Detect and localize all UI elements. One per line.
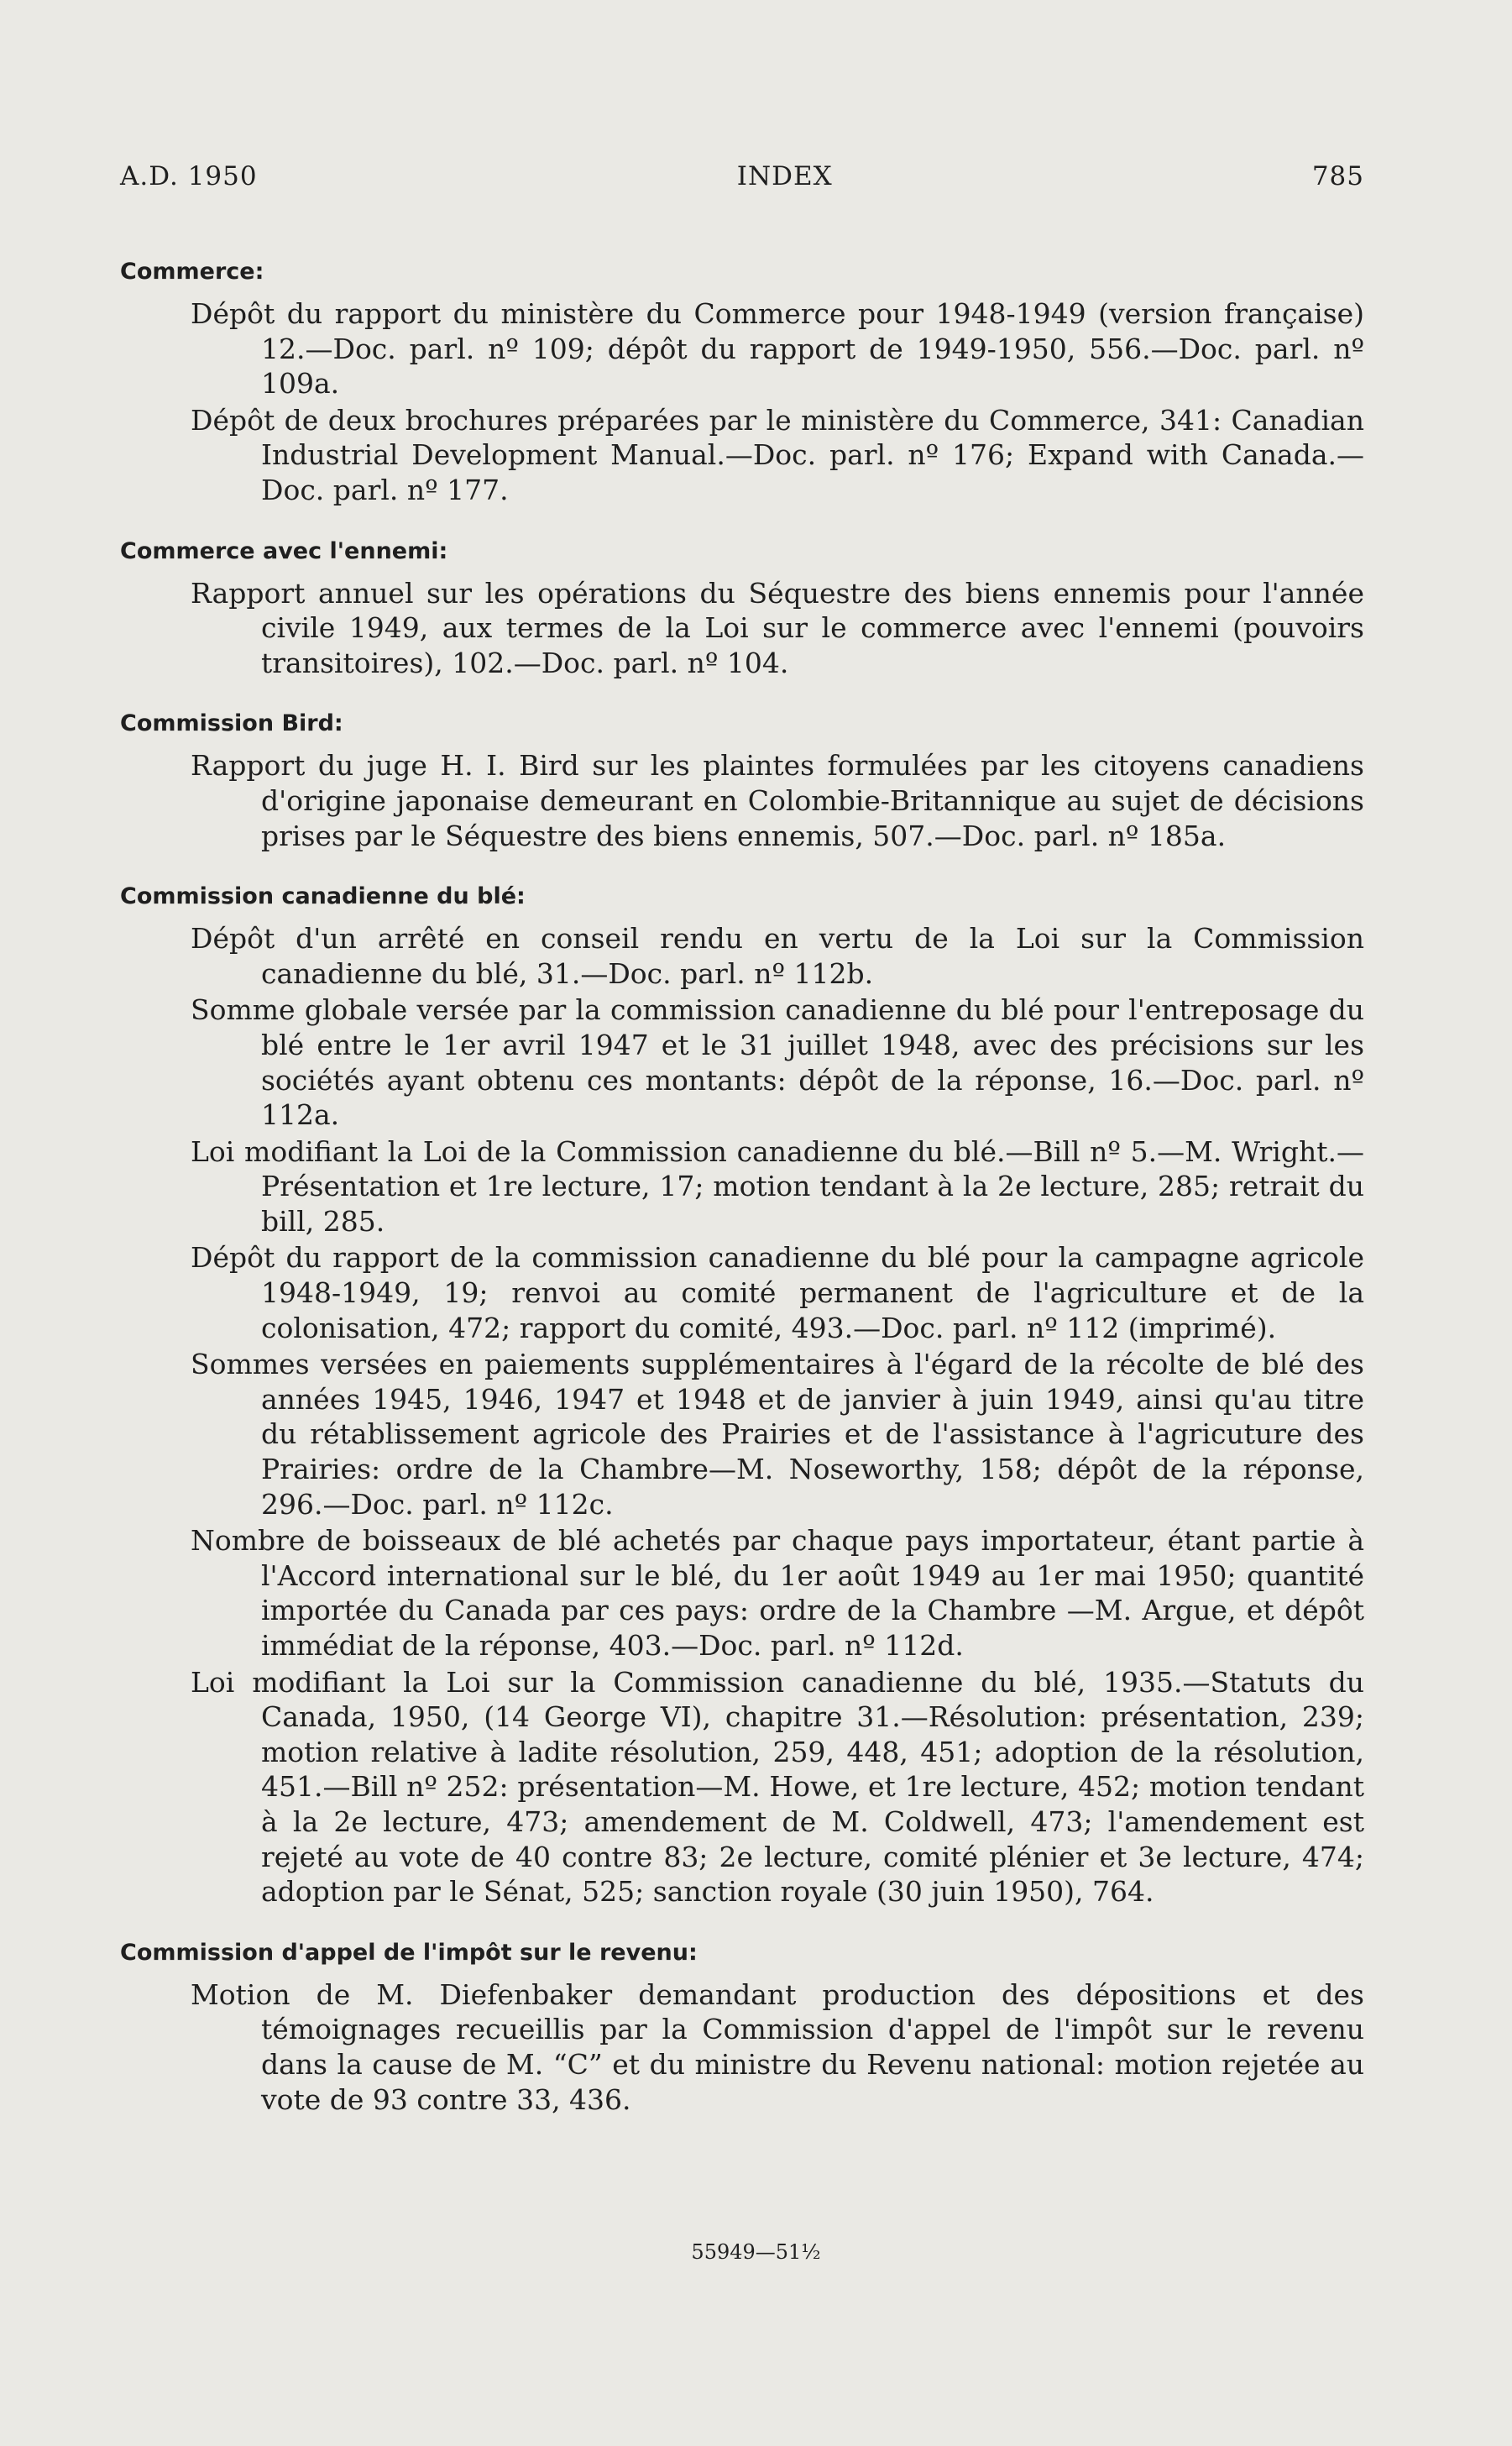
section-commission-appel-impot: [120, 1940, 1364, 2117]
section-heading: Commerce avec l'ennemi:: [120, 537, 448, 564]
header-year: A.D. 1950: [120, 161, 258, 191]
index-entry: Rapport annuel sur les opérations du Séquestre des biens ennemis pour l'année civile 1949, aux termes de la Loi sur le commerce avec l'ennemi (pouvoirs transitoires), 102.—Doc. parl. nº 104.: [191, 576, 1364, 679]
section-heading: Commission canadienne du blé:: [120, 883, 526, 910]
index-entry: Loi modifiant la Loi sur la Commission canadienne du blé, 1935.—Statuts du Canada, 1950, (14 George VI), chapitre 31.—Résolution: présentation, 239; motion relative à ladite résolution, 259, 448, 451; adoption de la résolution, 451.—Bill nº 252: présentation—M. Howe, et 1re lecture, 452; motion tendant à la 2e lecture, 473; amendement de M. Coldwell, 473; l'amendement est rejeté au vote de 40 contre 83; 2e lecture, comité plénier et 3e lecture, 474; adoption par le Sénat, 525; sanction royale (30 juin 1950), 764.: [191, 1665, 1364, 1909]
running-head: [120, 161, 1364, 191]
section-heading: Commission Bird:: [120, 710, 343, 737]
section-heading: Commission d'appel de l'impôt sur le revenu:: [120, 1939, 698, 1966]
index-entry: Nombre de boisseaux de blé achetés par chaque pays importateur, étant partie à l'Accord international sur le blé, du 1er août 1949 au 1er mai 1950; quantité importée du Canada par ces pays: ordre de la Chambre —M. Argue, et dépôt immédiat de la réponse, 403.—Doc. parl. nº 112d.: [191, 1524, 1364, 1662]
index-entry: Dépôt d'un arrêté en conseil rendu en vertu de la Loi sur la Commission canadienne du blé, 31.—Doc. parl. nº 112b.: [191, 922, 1364, 990]
index-entry: Dépôt de deux brochures préparées par le ministère du Commerce, 341: Canadian Industrial Development Manual.—Doc. parl. nº 176; Expand with Canada.—Doc. parl. nº 177.: [191, 403, 1364, 506]
index-entry: Motion de M. Diefenbaker demandant production des dépositions et des témoignages recueillis par la Commission d'appel de l'impôt sur le revenu dans la cause de M. “C” et du ministre du Revenu national: motion rejetée au vote de 93 contre 33, 436.: [191, 1977, 1364, 2116]
index-entry: Dépôt du rapport de la commission canadienne du blé pour la campagne agricole 1948-1949, 19; renvoi au comité permanent de l'agriculture et de la colonisation, 472; rapport du comité, 493.—Doc. parl. nº 112 (imprimé).: [191, 1241, 1364, 1344]
index-entry: Loi modifiant la Loi de la Commission canadienne du blé.—Bill nº 5.—M. Wright.—Présentation et 1re lecture, 17; motion tendant à la 2e lecture, 285; retrait du bill, 285.: [191, 1134, 1364, 1238]
section-commerce-ennemi: [120, 538, 1364, 681]
section-commission-bird: [120, 710, 1364, 853]
section-heading: Commerce:: [120, 259, 264, 285]
index-entry: Sommes versées en paiements supplémentaires à l'égard de la récolte de blé des années 1945, 1946, 1947 et 1948 et de janvier à juin 1949, ainsi qu'au titre du rétablissement agricole des Prairies et de l'assistance à l'agricuture des Prairies: ordre de la Chambre—M. Noseworthy, 158; dépôt de la réponse, 296.—Doc. parl. nº 112c.: [191, 1348, 1364, 1521]
page-number: 785: [1311, 161, 1364, 191]
print-signature: 55949—51½: [691, 2240, 821, 2264]
section-commerce: [120, 259, 1364, 508]
index-entry: Dépôt du rapport du ministère du Commerce pour 1948-1949 (version française) 12.—Doc. parl. nº 109; dépôt du rapport de 1949-1950, 556.—Doc. parl. nº 109a.: [191, 297, 1364, 401]
section-commission-ble: [120, 883, 1364, 1909]
index-entry: Somme globale versée par la commission canadienne du blé pour l'entreposage du blé entre le 1er avril 1947 et le 31 juillet 1948, avec des précisions sur les sociétés ayant obtenu ces montants: dépôt de la réponse, 16.—Doc. parl. nº 112a.: [191, 993, 1364, 1132]
header-title: INDEX: [736, 161, 833, 191]
index-entry: Rapport du juge H. I. Bird sur les plaintes formulées par les citoyens canadiens d'origine japonaise demeurant en Colombie-Britannique au sujet de décisions prises par le Séquestre des biens ennemis, 507.—Doc. parl. nº 185a.: [191, 749, 1364, 852]
